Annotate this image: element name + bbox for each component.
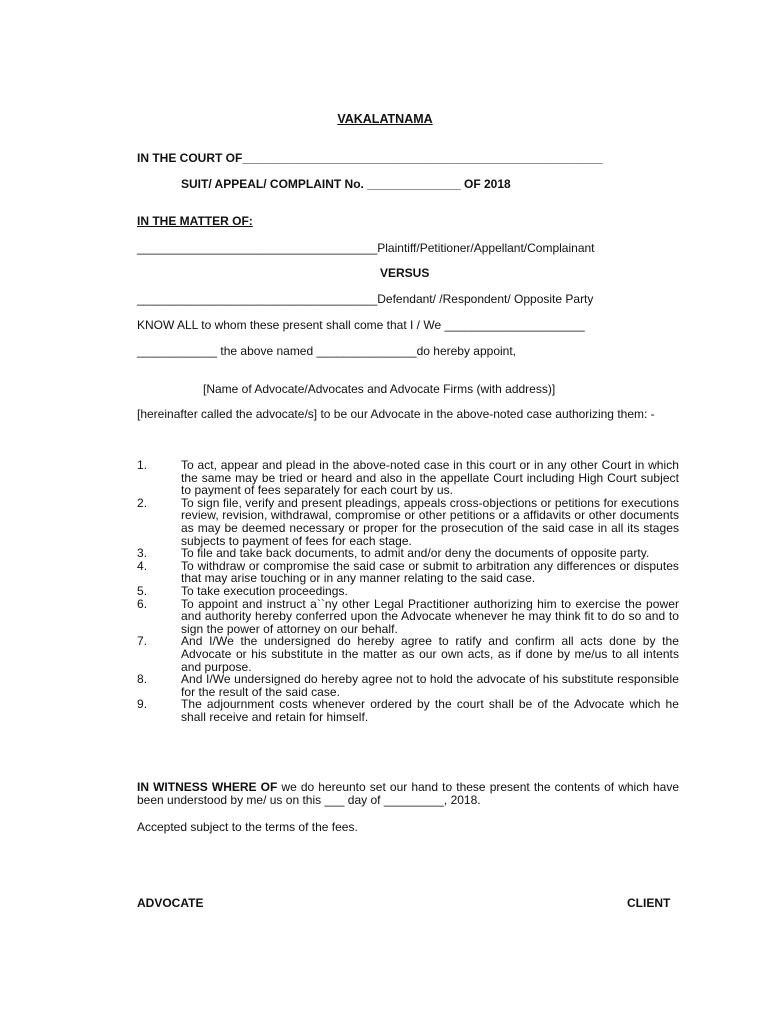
authority-list	[137, 459, 679, 723]
advocate-name-line: [Name of Advocate/Advocates and Advocate Firms (with address)]	[203, 382, 556, 396]
above-named-line: ____________ the above named _______________do hereby appoint,	[137, 344, 517, 358]
list-item-text: To appoint and instruct a``ny other Legal Practitioner authorizing him to exercise the power and authority hereby conferred upon the Advocate whenever he may think fit to do so and to sign the power of attorney on our behalf.	[181, 596, 679, 636]
list-item	[137, 698, 679, 723]
list-item	[137, 497, 679, 547]
versus-label: VERSUS	[380, 266, 430, 280]
client-signature-label: CLIENT	[627, 896, 671, 910]
list-item-text: To act, appear and plead in the above-noted case in this court or in any other Court in which the same may be tried or heard and also in the appellate Court including High Court subject to payment of fees separately for each court by us.	[181, 458, 679, 498]
plaintiff-line: ____________________________________Plaintiff/Petitioner/Appellant/Complainant	[137, 241, 595, 255]
list-number: 1.	[137, 458, 148, 472]
list-item	[137, 459, 679, 497]
list-number: 7.	[137, 634, 148, 649]
list-item-text: To sign file, verify and present pleadings, appeals cross-objections or petitions for executions review, revision, withdrawal, compromise or other petitions or a affidavits or other documents as may be deemed necessary or proper for the prosecution of the said case in all its stages subjects to payment of fees for each stage.	[181, 495, 679, 548]
list-item	[137, 673, 679, 698]
hereinafter-paragraph: [hereinafter called the advocate/s] to be our Advocate in the above-noted case authorizing them: -	[137, 407, 655, 421]
list-number: 6.	[137, 596, 148, 611]
list-item-text: To withdraw or compromise the said case or submit to arbitration any differences or disputes that may arise touching or in any manner relating to the said case.	[181, 558, 679, 586]
witness-paragraph	[137, 781, 679, 807]
witness-heading: IN WITNESS WHERE OF	[137, 780, 278, 794]
matter-heading: IN THE MATTER OF:	[137, 214, 253, 228]
document-title: VAKALATNAMA	[337, 112, 433, 126]
list-item	[137, 635, 679, 673]
court-line: IN THE COURT OF______________________________________________________	[137, 151, 603, 165]
list-item-text: And I/We the undersigned do hereby agree to ratify and confirm all acts done by the Advocate or his substitute in the matter as our own acts, as if done by me/us to all intents and purpose.	[181, 634, 679, 674]
advocate-signature-label: ADVOCATE	[137, 896, 204, 910]
list-number: 4.	[137, 558, 148, 573]
witness-text: we do hereunto set our hand to these present the contents of which have been understood by me/ us on this ___ day of _________, 2018.	[137, 780, 679, 807]
list-number: 3.	[137, 546, 148, 561]
list-item-text: The adjournment costs whenever ordered by the court shall be of the Advocate which he shall receive and retain for himself.	[181, 697, 679, 724]
list-item-text: And I/We undersigned do hereby agree not to hold the advocate of his substitute responsible for the result of the said case.	[181, 672, 679, 699]
list-item	[137, 560, 679, 585]
suit-line: SUIT/ APPEAL/ COMPLAINT No. ______________ OF 2018	[181, 177, 511, 191]
accepted-line: Accepted subject to the terms of the fees.	[137, 820, 358, 834]
know-all-line: KNOW ALL to whom these present shall come that I / We _____________________	[137, 318, 585, 332]
list-number: 8.	[137, 672, 148, 687]
list-item-text: To take execution proceedings.	[181, 583, 348, 598]
list-number: 9.	[137, 697, 148, 712]
list-number: 5.	[137, 583, 148, 598]
list-item	[137, 598, 679, 636]
list-item-text: To file and take back documents, to admit and/or deny the documents of opposite party.	[181, 546, 650, 561]
list-number: 2.	[137, 495, 148, 510]
defendant-line: ____________________________________Defendant/ /Respondent/ Opposite Party	[137, 292, 594, 306]
